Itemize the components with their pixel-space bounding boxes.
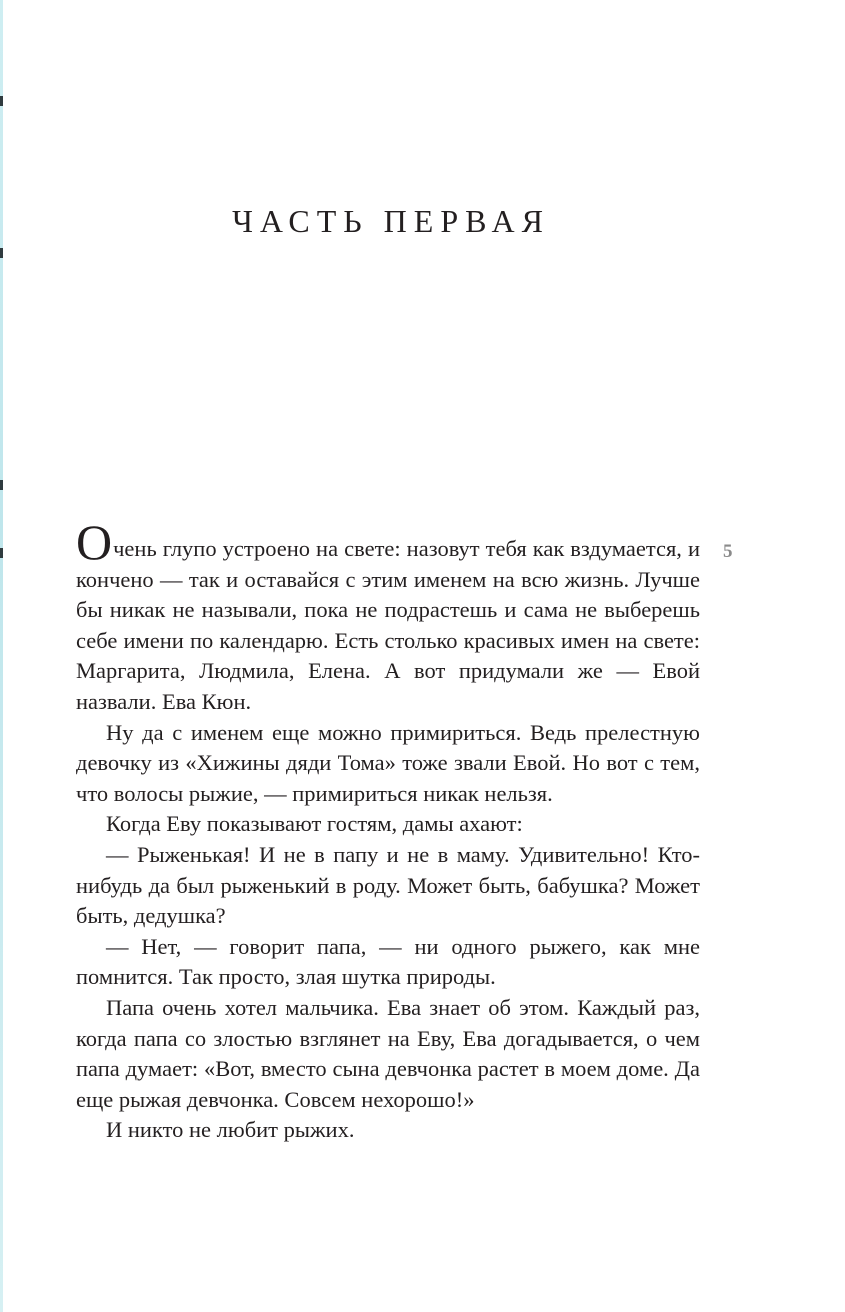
paragraph: И никто не любит рыжих. bbox=[106, 1117, 355, 1143]
paragraph: — Нет, — говорит папа, — ни одного рыжего, как мне помнится. Так просто, злая шутка природы. bbox=[76, 933, 700, 990]
drop-cap: О bbox=[76, 514, 113, 570]
paragraph-text: чень глупо устроено на свете: назовут тебя как вздумается, и кончено — так и оставайся с этим именем на всю жизнь. Лучше бы никак не называли, пока не подрастешь и сама не выберешь себе имени по календарю. Есть столько красивых имен на свете: Маргарита, Людмила, Елена. А вот придумали же — Евой назвали. Ева Кюн. bbox=[76, 536, 700, 714]
page-edge bbox=[0, 0, 3, 1312]
edge-mark bbox=[0, 548, 3, 558]
edge-mark bbox=[0, 96, 3, 106]
paragraph: Ну да с именем еще можно примириться. Ведь прелестную девочку из «Хижины дяди Тома» тоже звали Евой. Но вот с тем, что волосы рыжие, — примириться никак нельзя. bbox=[76, 719, 700, 806]
paragraph: — Рыженькая! И не в папу и не в маму. Удивительно! Кто-нибудь да был рыженький в роду. Может быть, бабушка? Может быть, дедушка? bbox=[76, 841, 700, 929]
part-title: ЧАСТЬ ПЕРВАЯ bbox=[232, 203, 550, 239]
paragraph bbox=[76, 514, 700, 718]
paragraph: Когда Еву показывают гостям, дамы ахают: bbox=[106, 811, 523, 837]
paragraph: Папа очень хотел мальчика. Ева знает об этом. Каждый раз, когда папа со злостью взглянет на Еву, Ева догадывается, о чем папа думает: «Вот, вместо сына девчонка растет в моем доме. Да еще рыжая девчонка. Совсем нехорошо!» bbox=[76, 994, 700, 1112]
edge-mark bbox=[0, 480, 3, 490]
body-text bbox=[76, 514, 700, 1146]
edge-mark bbox=[0, 248, 3, 258]
page-number: 5 bbox=[723, 541, 733, 562]
